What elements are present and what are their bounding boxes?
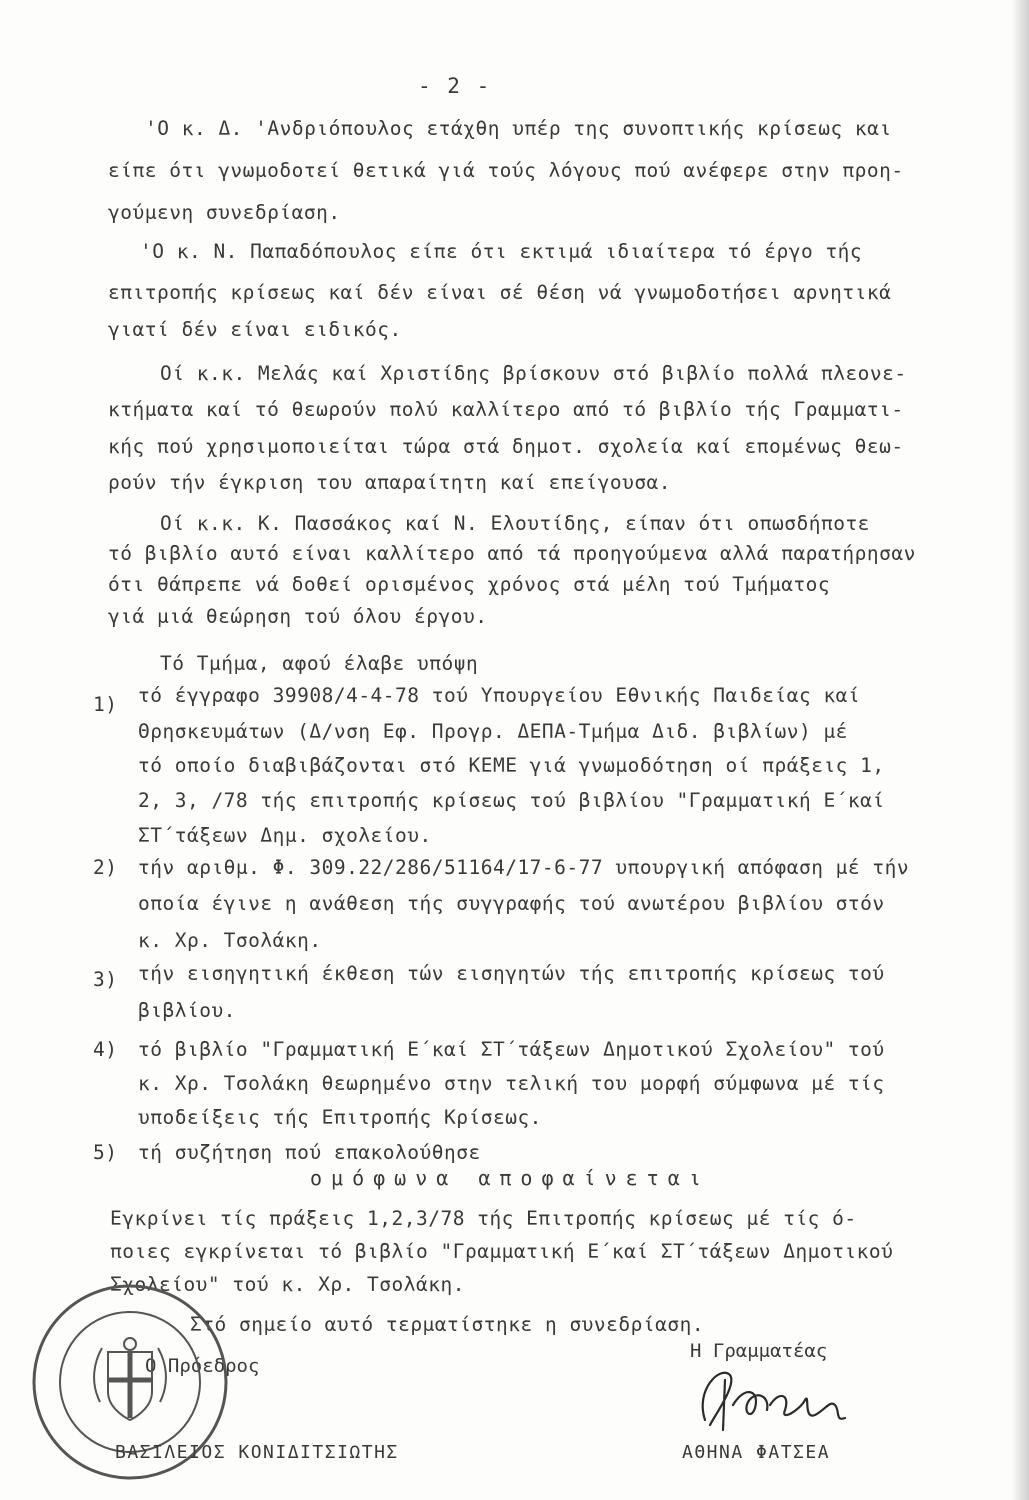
decision-line: Εγκρίνει τίς πράξεις 1,2,3/78 τής Επιτροπής κρίσεως μέ τίς ό- (110, 1207, 857, 1230)
paragraph-4-line: ότι θάπρεπε νά δοθεί ορισμένος χρόνος στά μέλη τού Τμήματος (108, 573, 831, 596)
item-4-line: τό βιβλίο "Γραμματική Ε΄καί ΣΤ΄τάξεων Δημοτικού Σχολείου" τού (138, 1038, 885, 1061)
item-number: 2) (93, 856, 118, 879)
item-1-line: τό έγγραφο 39908/4-4-78 τού Υπουργείου Εθνικής Παιδείας καί (138, 684, 861, 707)
item-number: 5) (93, 1141, 118, 1164)
item-2-line: τήν αριθμ. Φ. 309.22/286/51164/17-6-77 υπουργική απόφαση μέ τήν (138, 856, 910, 879)
item-1-line: 2, 3, /78 τής επιτροπής κρίσεως τού βιβλίου "Γραμματική Ε΄καί (138, 789, 885, 812)
paragraph-3-line: κτήματα καί τό θεωρούν πολύ καλλίτερο από τό βιβλίο τής Γραμματι- (108, 398, 904, 421)
secretary-name: ΑΘΗΝΑ ΦΑΤΣΕΑ (682, 1442, 831, 1463)
paragraph-2-line: γιατί δέν είναι ειδικός. (108, 318, 402, 341)
item-3-line: τήν εισηγητική έκθεση τών εισηγητών τής επιτροπής κρίσεως τού (138, 962, 885, 985)
item-5-line: τή συζήτηση πού επακολούθησε (138, 1141, 481, 1164)
paragraph-1-line: γούμενη συνεδρίαση. (108, 201, 341, 224)
decision-line: Σχολείου" τού κ. Χρ. Τσολάκη. (110, 1273, 465, 1296)
paragraph-2-line: 'Ο κ. Ν. Παπαδόπουλος είπε ότι εκτιμά ιδιαίτερα τό έργο τής (140, 240, 863, 263)
item-2-line: οποία έγινε η ανάθεση τής συγγραφής τού ανωτέρου βιβλίου στόν (138, 892, 885, 915)
paragraph-3-line: Οί κ.κ. Μελάς καί Χριστίδης βρίσκουν στό βιβλίο πολλά πλεονε- (160, 362, 907, 385)
paragraph-3-line: ρούν τήν έγκριση του απαραίτητη καί επείγουσα. (108, 471, 672, 494)
paragraph-4-line: τό βιβλίο αυτό είναι καλλίτερο από τά προηγούμενα αλλά παρατήρησαν (108, 542, 916, 565)
closing-statement: Στό σημείο αυτό τερματίστηκε η συνεδρίαση. (190, 1313, 705, 1336)
paragraph-1-line: είπε ότι γνωμοδοτεί θετικά γιά τούς λόγους πού ανέφερε στην προη- (108, 159, 904, 182)
page-edge-shadow (1011, 0, 1029, 1500)
item-1-line: Θρησκευμάτων (Δ/νση Εφ. Προγρ. ΔΕΠΑ-Τμήμα Διδ. βιβλίων) μέ (138, 720, 848, 743)
considerations-intro: Τό Τμήμα, αφού έλαβε υπόψη (160, 652, 479, 675)
item-1-line: ΣΤ΄τάξεων Δημ. σχολείου. (138, 824, 432, 847)
paragraph-3-line: κής πού χρησιμοποιείται τώρα στά δημοτ. σχολεία καί επομένως θεω- (108, 435, 904, 458)
decision-heading: ομόφωνα αποφαίνεται (310, 1166, 710, 1190)
item-number: 4) (93, 1038, 118, 1061)
item-1-line: τό οποίο διαβιβάζονται στό ΚΕΜΕ γιά γνωμοδότηση οί πράξεις 1, (138, 754, 885, 777)
handwritten-signature (685, 1350, 860, 1445)
item-4-line: υποδείξεις τής Επιτροπής Κρίσεως. (138, 1106, 542, 1129)
item-4-line: κ. Χρ. Τσολάκη θεωρημένο στην τελική του μορφή σύμφωνα μέ τίς (138, 1072, 885, 1095)
decision-line: ποιες εγκρίνεται τό βιβλίο "Γραμματική Ε΄καί ΣΤ΄τάξεων Δημοτικού (110, 1240, 894, 1263)
paragraph-2-line: επιτροπής κρίσεως καί δέν είναι σέ θέση νά γνωμοδοτήσει αρνητικά (108, 281, 892, 304)
page-number: - 2 - (418, 74, 492, 98)
president-name: ΒΑΣΙΛΕΙΟΣ ΚΟΝΙΔΙΤΣΙΩΤΗΣ (115, 1442, 399, 1463)
item-number: 1) (93, 693, 118, 716)
item-3-line: βιβλίου. (138, 999, 236, 1022)
item-2-line: κ. Χρ. Τσολάκη. (138, 929, 322, 952)
president-title: Ο Πρόεδρος (145, 1355, 260, 1377)
paragraph-4-line: Οί κ.κ. Κ. Πασσάκος καί Ν. Ελουτίδης, είπαν ότι οπωσδήποτε (160, 512, 870, 535)
paragraph-1-line: 'Ο κ. Δ. 'Ανδριόπουλος ετάχθη υπέρ της συνοπτικής κρίσεως και (145, 117, 892, 140)
secretary-title: Η Γραμματέας (690, 1340, 828, 1362)
item-number: 3) (93, 968, 118, 991)
paragraph-4-line: γιά μιά θεώρηση τού όλου έργου. (108, 605, 488, 628)
